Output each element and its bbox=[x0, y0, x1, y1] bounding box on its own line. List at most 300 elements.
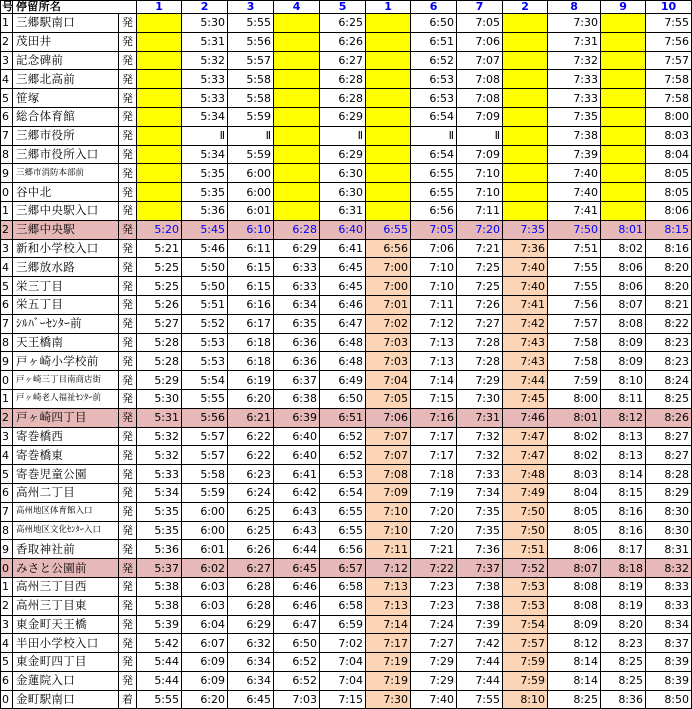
stop-name: 戸ヶ崎三丁目南商店街 bbox=[13, 371, 119, 390]
time-cell: 8:15 bbox=[646, 220, 692, 239]
header-bus-number: 2 bbox=[182, 1, 228, 14]
time-cell: 6:52 bbox=[411, 51, 457, 70]
time-cell: 7:19 bbox=[411, 483, 457, 502]
time-cell: 8:30 bbox=[646, 502, 692, 521]
time-cell: 8:05 bbox=[646, 164, 692, 183]
row-number: 5 bbox=[1, 465, 13, 484]
time-cell: 7:44 bbox=[457, 671, 503, 690]
depart-arrive-type: 発 bbox=[119, 559, 137, 578]
time-cell: 8:05 bbox=[548, 521, 601, 540]
time-cell: 7:51 bbox=[548, 239, 601, 258]
time-cell: 6:44 bbox=[274, 540, 320, 559]
time-cell bbox=[274, 201, 320, 220]
table-row bbox=[1, 333, 692, 352]
time-cell: 6:46 bbox=[320, 295, 366, 314]
time-cell: 6:39 bbox=[274, 408, 320, 427]
time-cell: 7:02 bbox=[320, 634, 366, 653]
time-cell: 8:16 bbox=[601, 502, 646, 521]
stop-name: 三郷中央駅 bbox=[13, 220, 119, 239]
header-bus-number: 1 bbox=[366, 1, 411, 14]
time-cell: 8:00 bbox=[646, 107, 692, 126]
table-row bbox=[1, 70, 692, 89]
time-cell: 7:03 bbox=[366, 352, 411, 371]
row-number: 6 bbox=[1, 671, 13, 690]
time-cell: 5:25 bbox=[137, 258, 182, 277]
row-number: 8 bbox=[1, 145, 13, 164]
time-cell: 6:34 bbox=[228, 671, 274, 690]
table-row bbox=[1, 89, 692, 108]
time-cell: 5:58 bbox=[182, 465, 228, 484]
stop-name: 東金町四丁目 bbox=[13, 653, 119, 672]
time-cell: 7:39 bbox=[457, 615, 503, 634]
stop-name: 高州二丁目 bbox=[13, 483, 119, 502]
time-cell: 7:29 bbox=[411, 671, 457, 690]
time-cell: 7:15 bbox=[411, 389, 457, 408]
time-cell: 5:59 bbox=[228, 145, 274, 164]
time-cell: 8:13 bbox=[601, 427, 646, 446]
time-cell: 6:29 bbox=[228, 615, 274, 634]
time-cell bbox=[366, 164, 411, 183]
time-cell: 5:58 bbox=[228, 89, 274, 108]
row-number: 6 bbox=[1, 295, 13, 314]
header-bus-number: 7 bbox=[457, 1, 503, 14]
time-cell: 5:32 bbox=[137, 427, 182, 446]
time-cell: Ⅱ bbox=[457, 126, 503, 145]
time-cell: 7:36 bbox=[503, 239, 548, 258]
time-cell: 7:33 bbox=[548, 89, 601, 108]
header-stop-name: 停留所名 bbox=[13, 1, 137, 14]
row-number: 4 bbox=[1, 70, 13, 89]
time-cell: 7:13 bbox=[411, 352, 457, 371]
row-number: 4 bbox=[1, 634, 13, 653]
time-cell: 7:23 bbox=[411, 577, 457, 596]
time-cell: 6:54 bbox=[320, 483, 366, 502]
stop-name: 三郷中央駅入口 bbox=[13, 201, 119, 220]
stop-name: 高州三丁目東 bbox=[13, 596, 119, 615]
time-cell: 5:36 bbox=[182, 201, 228, 220]
time-cell: 7:59 bbox=[503, 671, 548, 690]
time-cell: 5:38 bbox=[137, 577, 182, 596]
time-cell: 6:02 bbox=[182, 559, 228, 578]
time-cell: 7:45 bbox=[503, 389, 548, 408]
time-cell: 6:10 bbox=[228, 220, 274, 239]
time-cell: 5:30 bbox=[137, 389, 182, 408]
time-cell: 6:51 bbox=[320, 408, 366, 427]
time-cell: 5:53 bbox=[182, 352, 228, 371]
table-row bbox=[1, 465, 692, 484]
time-cell: 7:53 bbox=[503, 596, 548, 615]
time-cell bbox=[503, 164, 548, 183]
time-cell: 5:54 bbox=[182, 371, 228, 390]
depart-arrive-type: 発 bbox=[119, 671, 137, 690]
time-cell: 5:21 bbox=[137, 239, 182, 258]
time-cell: 7:32 bbox=[457, 427, 503, 446]
time-cell: 6:09 bbox=[182, 653, 228, 672]
time-cell: 8:16 bbox=[601, 521, 646, 540]
time-cell: 8:04 bbox=[646, 145, 692, 164]
time-cell: 7:43 bbox=[503, 352, 548, 371]
time-cell: 8:32 bbox=[646, 559, 692, 578]
depart-arrive-type: 発 bbox=[119, 32, 137, 51]
time-cell: 6:01 bbox=[182, 540, 228, 559]
table-row bbox=[1, 427, 692, 446]
time-cell: 7:36 bbox=[457, 540, 503, 559]
depart-arrive-type: 発 bbox=[119, 408, 137, 427]
time-cell: 5:46 bbox=[182, 239, 228, 258]
time-cell: 7:50 bbox=[503, 521, 548, 540]
time-cell bbox=[503, 183, 548, 202]
time-cell: 5:52 bbox=[182, 314, 228, 333]
time-cell bbox=[137, 183, 182, 202]
time-cell: 8:06 bbox=[646, 201, 692, 220]
time-cell bbox=[601, 51, 646, 70]
stop-name: 寄巻児童公園 bbox=[13, 465, 119, 484]
time-cell bbox=[137, 164, 182, 183]
time-cell: 8:39 bbox=[646, 671, 692, 690]
time-cell: 8:05 bbox=[646, 183, 692, 202]
row-number: 5 bbox=[1, 89, 13, 108]
time-cell: 7:16 bbox=[411, 408, 457, 427]
time-cell: 8:33 bbox=[646, 577, 692, 596]
time-cell: 6:20 bbox=[182, 690, 228, 709]
time-cell bbox=[503, 201, 548, 220]
time-cell: 6:45 bbox=[320, 277, 366, 296]
time-cell: 5:56 bbox=[182, 408, 228, 427]
time-cell bbox=[366, 107, 411, 126]
time-cell: 5:30 bbox=[182, 14, 228, 33]
stop-name: 三郷市役所 bbox=[13, 126, 119, 145]
time-cell: 8:25 bbox=[601, 671, 646, 690]
time-cell: 6:56 bbox=[320, 540, 366, 559]
time-cell: 8:09 bbox=[548, 615, 601, 634]
time-cell: 6:00 bbox=[228, 164, 274, 183]
time-cell: 7:14 bbox=[366, 615, 411, 634]
row-number: 3 bbox=[1, 239, 13, 258]
time-cell: Ⅱ bbox=[182, 126, 228, 145]
time-cell: 6:18 bbox=[228, 352, 274, 371]
table-row bbox=[1, 201, 692, 220]
table-row bbox=[1, 653, 692, 672]
time-cell: 6:01 bbox=[228, 201, 274, 220]
depart-arrive-type: 発 bbox=[119, 51, 137, 70]
time-cell: 7:59 bbox=[548, 371, 601, 390]
time-cell: 6:29 bbox=[274, 239, 320, 258]
time-cell bbox=[601, 164, 646, 183]
time-cell: 6:25 bbox=[228, 502, 274, 521]
time-cell: 7:30 bbox=[457, 389, 503, 408]
depart-arrive-type: 発 bbox=[119, 107, 137, 126]
time-cell: 5:42 bbox=[137, 634, 182, 653]
time-cell: 7:10 bbox=[411, 277, 457, 296]
time-cell bbox=[137, 14, 182, 33]
stop-name: 新和小学校入口 bbox=[13, 239, 119, 258]
table-row bbox=[1, 559, 692, 578]
time-cell: 7:58 bbox=[646, 89, 692, 108]
time-cell: 6:55 bbox=[320, 521, 366, 540]
time-cell: 6:11 bbox=[228, 239, 274, 258]
time-cell: 7:20 bbox=[411, 521, 457, 540]
time-cell: 7:25 bbox=[457, 258, 503, 277]
time-cell: Ⅱ bbox=[320, 126, 366, 145]
time-cell: 5:27 bbox=[137, 314, 182, 333]
time-cell: 6:26 bbox=[228, 540, 274, 559]
row-number: 0 bbox=[1, 690, 13, 709]
time-cell: 7:55 bbox=[646, 14, 692, 33]
stop-name: 金町駅南口 bbox=[13, 690, 119, 709]
time-cell: 5:38 bbox=[137, 596, 182, 615]
time-cell: 6:52 bbox=[320, 427, 366, 446]
time-cell bbox=[503, 107, 548, 126]
time-cell: 6:40 bbox=[320, 220, 366, 239]
time-cell: 7:19 bbox=[366, 653, 411, 672]
time-cell: 7:57 bbox=[646, 51, 692, 70]
time-cell: 5:31 bbox=[182, 32, 228, 51]
time-cell: 8:23 bbox=[601, 634, 646, 653]
row-number: 2 bbox=[1, 408, 13, 427]
time-cell: 5:32 bbox=[182, 51, 228, 70]
time-cell: 6:27 bbox=[320, 51, 366, 70]
time-cell: 8:12 bbox=[601, 408, 646, 427]
time-cell: 6:19 bbox=[228, 371, 274, 390]
stop-name: 戸ヶ崎四丁目 bbox=[13, 408, 119, 427]
time-cell: 6:55 bbox=[320, 502, 366, 521]
time-cell: 7:10 bbox=[366, 502, 411, 521]
time-cell: 8:25 bbox=[646, 389, 692, 408]
depart-arrive-type: 発 bbox=[119, 126, 137, 145]
header-bus-number: 5 bbox=[320, 1, 366, 14]
stop-name: 東金町天王橋 bbox=[13, 615, 119, 634]
row-number: 3 bbox=[1, 427, 13, 446]
time-cell: 5:51 bbox=[182, 295, 228, 314]
stop-name: 高州地区文化ｾﾝﾀｰ入口 bbox=[13, 521, 119, 540]
table-row bbox=[1, 32, 692, 51]
stop-name: 三郷市消防本部前 bbox=[13, 164, 119, 183]
time-cell bbox=[503, 126, 548, 145]
time-cell bbox=[503, 14, 548, 33]
time-cell: 6:27 bbox=[228, 559, 274, 578]
time-cell: 5:34 bbox=[182, 145, 228, 164]
time-cell: 6:53 bbox=[411, 70, 457, 89]
stop-name: 高州地区体育館入口 bbox=[13, 502, 119, 521]
table-row bbox=[1, 483, 692, 502]
time-cell: 7:57 bbox=[548, 314, 601, 333]
time-cell bbox=[366, 145, 411, 164]
time-cell: 7:38 bbox=[457, 577, 503, 596]
header-bus-number: 2 bbox=[503, 1, 548, 14]
time-cell: 7:40 bbox=[503, 258, 548, 277]
row-number: 3 bbox=[1, 615, 13, 634]
time-cell: 7:35 bbox=[457, 521, 503, 540]
table-row bbox=[1, 596, 692, 615]
depart-arrive-type: 発 bbox=[119, 295, 137, 314]
time-cell: 8:02 bbox=[601, 239, 646, 258]
time-cell: 6:15 bbox=[228, 258, 274, 277]
depart-arrive-type: 発 bbox=[119, 371, 137, 390]
table-row bbox=[1, 258, 692, 277]
time-cell bbox=[366, 32, 411, 51]
time-cell bbox=[366, 183, 411, 202]
table-row bbox=[1, 239, 692, 258]
time-cell: 5:29 bbox=[137, 371, 182, 390]
table-row bbox=[1, 126, 692, 145]
time-cell: 5:34 bbox=[182, 107, 228, 126]
time-cell: 8:09 bbox=[601, 333, 646, 352]
time-cell: 8:26 bbox=[646, 408, 692, 427]
time-cell: 7:29 bbox=[457, 371, 503, 390]
time-cell: 8:19 bbox=[601, 596, 646, 615]
time-cell: 7:47 bbox=[503, 446, 548, 465]
time-cell bbox=[601, 145, 646, 164]
row-number: 4 bbox=[1, 258, 13, 277]
row-number: 5 bbox=[1, 277, 13, 296]
time-cell: 6:52 bbox=[320, 446, 366, 465]
time-cell: 8:13 bbox=[601, 446, 646, 465]
stop-name: ｼﾙﾊﾞｰｾﾝﾀｰ前 bbox=[13, 314, 119, 333]
table-row bbox=[1, 446, 692, 465]
depart-arrive-type: 発 bbox=[119, 615, 137, 634]
row-number: 3 bbox=[1, 51, 13, 70]
time-cell: 8:50 bbox=[646, 690, 692, 709]
time-cell: 6:55 bbox=[411, 164, 457, 183]
time-cell: 5:55 bbox=[137, 690, 182, 709]
header-row bbox=[1, 1, 692, 14]
time-cell: 5:56 bbox=[228, 32, 274, 51]
header-bus-number: 3 bbox=[228, 1, 274, 14]
time-cell: 6:47 bbox=[274, 615, 320, 634]
depart-arrive-type: 発 bbox=[119, 220, 137, 239]
time-cell: 7:13 bbox=[411, 333, 457, 352]
time-cell: 6:34 bbox=[274, 295, 320, 314]
time-cell: 7:58 bbox=[548, 352, 601, 371]
time-cell: 7:55 bbox=[548, 277, 601, 296]
table-row bbox=[1, 577, 692, 596]
time-cell bbox=[137, 70, 182, 89]
row-number: 4 bbox=[1, 446, 13, 465]
time-cell: 8:33 bbox=[646, 596, 692, 615]
stop-name: 三郷駅南口 bbox=[13, 14, 119, 33]
time-cell: 7:44 bbox=[503, 371, 548, 390]
time-cell: 6:40 bbox=[274, 427, 320, 446]
time-cell bbox=[503, 145, 548, 164]
table-row bbox=[1, 352, 692, 371]
table-row bbox=[1, 314, 692, 333]
row-number: 8 bbox=[1, 521, 13, 540]
stop-name: 茂田井 bbox=[13, 32, 119, 51]
depart-arrive-type: 発 bbox=[119, 183, 137, 202]
time-cell: 6:28 bbox=[274, 220, 320, 239]
time-cell: 7:29 bbox=[411, 653, 457, 672]
time-cell: 7:03 bbox=[366, 333, 411, 352]
time-cell: 6:04 bbox=[182, 615, 228, 634]
stop-name: 戸ヶ崎小学校前 bbox=[13, 352, 119, 371]
time-cell: 7:06 bbox=[366, 408, 411, 427]
header-bus-number: 10 bbox=[646, 1, 692, 14]
depart-arrive-type: 発 bbox=[119, 540, 137, 559]
time-cell: 6:58 bbox=[320, 577, 366, 596]
time-cell: 6:17 bbox=[228, 314, 274, 333]
time-cell: 5:33 bbox=[182, 70, 228, 89]
time-cell: 6:59 bbox=[320, 615, 366, 634]
time-cell bbox=[274, 14, 320, 33]
time-cell: 8:09 bbox=[601, 352, 646, 371]
time-cell: 6:18 bbox=[228, 333, 274, 352]
time-cell: 8:08 bbox=[548, 596, 601, 615]
depart-arrive-type: 発 bbox=[119, 314, 137, 333]
time-cell: 5:31 bbox=[137, 408, 182, 427]
time-cell: 5:57 bbox=[182, 427, 228, 446]
time-cell: 5:33 bbox=[137, 465, 182, 484]
time-cell: 5:44 bbox=[137, 653, 182, 672]
time-cell: 7:04 bbox=[366, 371, 411, 390]
depart-arrive-type: 発 bbox=[119, 201, 137, 220]
time-cell: 6:55 bbox=[366, 220, 411, 239]
time-cell: 5:55 bbox=[228, 14, 274, 33]
time-cell: 7:04 bbox=[320, 671, 366, 690]
table-row bbox=[1, 295, 692, 314]
time-cell: 7:00 bbox=[366, 277, 411, 296]
time-cell: 6:03 bbox=[182, 577, 228, 596]
time-cell: 7:08 bbox=[457, 70, 503, 89]
row-number: 2 bbox=[1, 220, 13, 239]
time-cell: 6:54 bbox=[411, 145, 457, 164]
stop-name: 天王橋南 bbox=[13, 333, 119, 352]
time-cell: 7:50 bbox=[548, 220, 601, 239]
time-cell: 6:34 bbox=[228, 653, 274, 672]
time-cell: 6:45 bbox=[228, 690, 274, 709]
time-cell: 7:07 bbox=[366, 446, 411, 465]
header-bus-number: 4 bbox=[274, 1, 320, 14]
time-cell: 7:40 bbox=[411, 690, 457, 709]
table-row bbox=[1, 521, 692, 540]
depart-arrive-type: 発 bbox=[119, 258, 137, 277]
stop-name: 香取神社前 bbox=[13, 540, 119, 559]
stop-name: 寄巻橋東 bbox=[13, 446, 119, 465]
time-cell: 7:38 bbox=[548, 126, 601, 145]
time-cell bbox=[366, 51, 411, 70]
time-cell: 7:56 bbox=[548, 295, 601, 314]
header-no: 号 bbox=[2, 0, 13, 13]
time-cell: 7:02 bbox=[366, 314, 411, 333]
time-cell: 8:24 bbox=[646, 371, 692, 390]
header-bus-number: 9 bbox=[601, 1, 646, 14]
time-cell: 8:06 bbox=[601, 277, 646, 296]
depart-arrive-type: 発 bbox=[119, 239, 137, 258]
time-cell: 7:49 bbox=[503, 483, 548, 502]
time-cell: 5:39 bbox=[137, 615, 182, 634]
time-cell: 7:28 bbox=[457, 333, 503, 352]
stop-name: 高州三丁目西 bbox=[13, 577, 119, 596]
time-cell bbox=[601, 89, 646, 108]
time-cell bbox=[366, 70, 411, 89]
row-number: 7 bbox=[1, 314, 13, 333]
time-cell: 7:31 bbox=[457, 408, 503, 427]
time-cell: 8:06 bbox=[601, 258, 646, 277]
time-cell bbox=[366, 14, 411, 33]
time-cell: 8:22 bbox=[646, 314, 692, 333]
row-number: 8 bbox=[1, 333, 13, 352]
time-cell: 7:22 bbox=[411, 559, 457, 578]
time-cell: 7:26 bbox=[457, 295, 503, 314]
row-number: 1 bbox=[1, 577, 13, 596]
time-cell: 7:47 bbox=[503, 427, 548, 446]
time-cell: 5:20 bbox=[137, 220, 182, 239]
time-cell: 7:55 bbox=[457, 690, 503, 709]
time-cell bbox=[366, 126, 411, 145]
time-cell: 6:30 bbox=[320, 183, 366, 202]
time-cell: 8:14 bbox=[548, 653, 601, 672]
time-cell: 8:15 bbox=[601, 483, 646, 502]
time-cell: 6:36 bbox=[274, 333, 320, 352]
